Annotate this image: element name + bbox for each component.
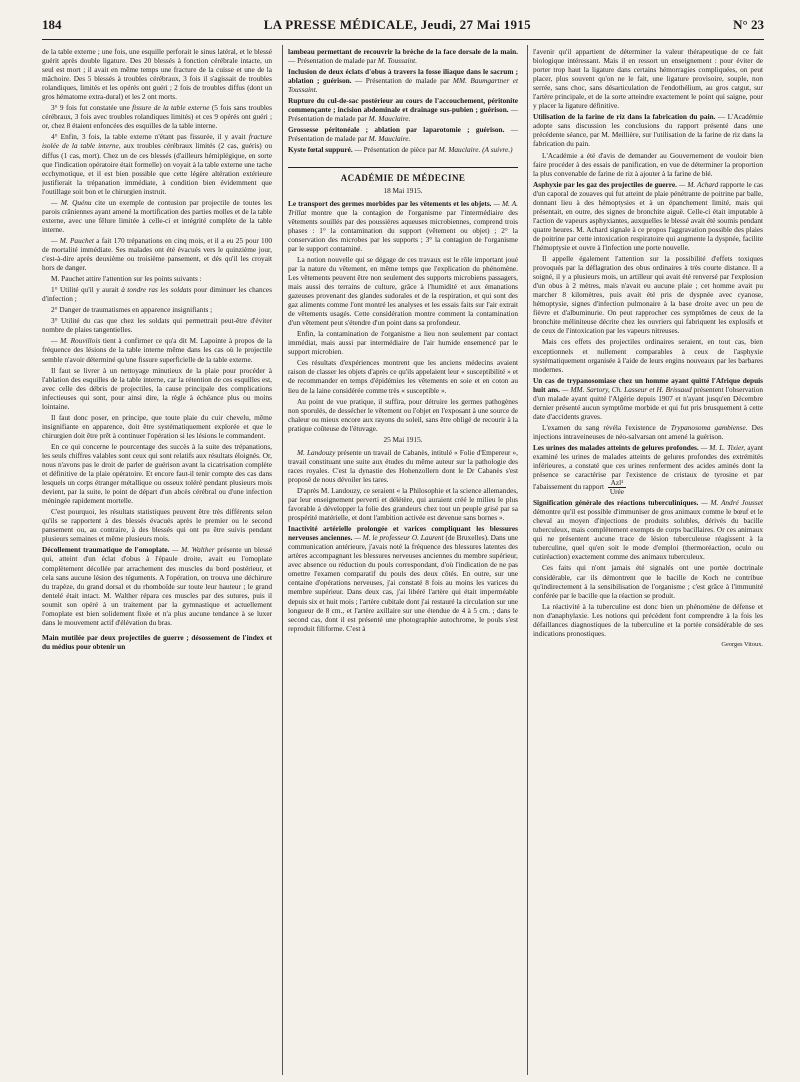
session-date: 18 Mai 1915. [383,185,423,195]
paragraph [288,96,518,123]
paragraph [533,443,763,496]
paragraph: La notion nouvelle qui se dégage de ces travaux est le rôle important joué par la nature du vêtement, en même temps que l'explication du phénomène. Les vêtements peuvent être non seulement des supports microbiens passagers, mais aussi des terrains de culture, grâce à l'humidité et aux émanations gazeuses provenant des glandes sudorales et de la respiration, et qui sont des gaz aliments comme l'ont montré les analyses et les essais faits sur l'air extrait de vêtements usagés. Cette considération montre comment la contamination d'un vêtement peut s'étendre d'un point dans sa profondeur. [288,254,518,328]
speaker-name: M. Mauclaire. [438,145,481,155]
paragraph [288,145,518,154]
section-heading: ACADÉMIE DE MÉDECINE [288,167,518,184]
speaker-name: M. Mauclaire. [368,134,411,144]
speaker-name: — M. Achard [678,179,719,189]
paragraph: de la table externe ; une fois, une esquille perforait le sinus latéral, et le blessé guérit après double ligature. Des 20 blessés à fonction cérébrale intacte, un seul est mort ; il avait en même temps une fracture de la cuisse et une de la mâchoire. Des 5 blessés à troubles cérébraux, 3 fois il s'agissait de troubles rolandiques, limités et les opérés ont guéri ; 2 fois de troubles diffus (dont un gros hématome extra-dural) et les 2 ont morts. [42,47,272,102]
speaker-name: M. Landouzy [297,447,336,457]
column-divider [282,45,283,1075]
paragraph: Il faut donc poser, en principe, que toute plaie du cuir chevelu, même insignifiante en apparence, doit être systématiquement explorée et que le chirurgien doit être prêt à continuer l'opération si les lésions le commandent. [42,412,272,440]
speaker-name: M. Mauclaire. [368,114,411,124]
paragraph [533,498,763,561]
article-heading: Un cas de trypanosomiase chez un homme ayant quitté l'Afrique depuis huit ans. [533,375,763,394]
paragraph [533,376,763,421]
speaker-name: — M. Rouvillois [51,336,101,346]
to-be-continued: (A suivre.) [482,145,513,155]
speaker-name: — M. le professeur O. Laurent [354,533,444,543]
ratio-fraction [608,479,626,496]
text: cite un exemple de contusion par projectile de toutes les parois crâniennes ayant amené la mortification des parties molles et de la table externe, avec une fêlure limitée à celle-ci et intégrité complète de la table interne. [42,197,272,234]
paragraph: C'est pourquoi, les résultats statistiques peuvent être très différents selon qu'ils se rapportent à des blessés évacués après le premier ou le second pansement ou, au contraire, à des blessés qui ont pu être suivis pendant plusieurs semaines et même plusieurs mois. [42,507,272,544]
text: 4° Enfin, 3 fois, la table externe n'étant pas fissurée, il y avait [51,132,246,142]
article-heading: Inactivité artérielle prolongée et varices compliquant les blessures nerveuses anciennes. [288,524,518,543]
text: — L'Académie adopte sans discussion les conclusions du rapport présenté dans une précédente séance, par M. Meillière, sur l'utilisation de la farine de riz dans la fabrication du pain. [533,112,763,149]
speaker-name: — MM. Sartory, Ch. Lasseur et H. Brissaud [561,384,692,394]
article-heading: lambeau permettant de recouvrir la brèche de la face dorsale de la main. [288,47,518,56]
paragraph [533,112,763,148]
article-heading: Main mutilée par deux projectiles de guerre ; désossement de l'index et du médius pour obtenir un [42,632,272,651]
column-left [42,47,272,1077]
text-italic: fissure de la table externe [132,103,210,113]
speaker-name: M. Toussaint. [377,56,418,66]
article-heading: Signification générale des réactions tuberculiniques. [533,498,699,508]
paragraph [533,180,763,252]
page-header [42,17,764,38]
paragraph [42,198,272,234]
text: rapporte le cas d'un caporal de zouaves qui fut atteint de plaie pénétrante de poitrine par balle, donnant lieu à des hémoptysies et à un épanchement limité, mais qui présentait, en outre, des signes de bronchite aiguë. Celle-ci était imputable à l'action de vapeurs asphyxiantes, auxquelles le blessé avait été soumis pendant quatre heures. M. Achard signale à ce propos l'aggravation possible des plaies de poitrine par cette intoxication respiratoire qui augmente la dyspnée, facilite l'hémoptysie et ouvre à l'infection une porte nouvelle. [533,179,763,252]
paragraph [42,103,272,130]
paragraph [288,524,518,633]
text: pour diminuer les chances d'infection ; [42,285,272,304]
paragraph [42,285,272,303]
text: — Présentation de malade par [288,105,518,124]
text: Des injections intraveineuses de néo-salvarsan ont amené la guérison. [533,422,763,441]
paragraph: Au point de vue pratique, il suffira, pour détruire les germes pathogènes non sporulés, de dessécher le vêtement ou l'objet en l'exposant à une source de chaleur ou mieux encore aux rayons du soleil, sans être obligé de recourir à la pratique coûteuse de l'étuvage. [288,396,518,433]
column-right [533,47,763,1077]
text-italic: fracture isolée de la table interne [42,132,272,151]
text: tient à confirmer ce qu'a dit M. Lapointe à propos de la fréquence des lésions de la table interne même dans les cas où le projectile semble n'avoir déterminé qu'une fissure superficielle de la table externe. [42,336,272,364]
speaker-name: — M. L. Tixier, [700,442,746,452]
text: (de Bruxelles). Dans une communication antérieure, j'avais noté la fréquence des blessures latentes des artères accompagnant les blessures nerveuses anciennes du membre supérieur, avec absence ou réduction du pouls correspondant, d'où l'indication de ne pas omettre l'examen comparatif du pouls des deux côtés. En outre, sur une centaine d'opérations nerveuses, j'ai constaté 8 fois au moins les varices du membre supérieur. Dans deux cas, j'ai libéré l'artère qui était imperméable depuis six et huit mois ; l'artère cubitale dont j'ai restauré la circulation sur une longueur de 8 cm., et l'artère axillaire sur une étendue de 4 à 5 cm. ; dans le second cas, dont il est présenté une photographie autochrome, le pouls s'est reproduit filiforme. C'est à [288,533,518,633]
issue-number: N° 23 [733,17,764,32]
paragraph [288,199,518,253]
author-signature: Georges Vitoux. [721,640,763,648]
paragraph: Ces résultats d'expériences montrent que les anciens médecins avaient raison de classer les objets d'après ce qu'ils appelaient leur « susceptibilité » et de recommander en temps d'épidémies les vêtements en soie et en coton au lieu de la laine considérée comme très « susceptible ». [288,358,518,395]
speaker-name: — M. Pauchet [51,235,94,245]
paragraph: En ce qui concerne le pourcentage des succès à la suite des trépanations, les seuls chiffres valables sont ceux qui sont relatifs aux résultats éloignés. Or, nous n'avons pas le droit de parler de guérison avant la cicatrisation complète et définitive de la plaie opératoire. Et encore faut-il tenir compte des cas dans lesquels un corps étranger métallique ou osseux toléré pendant plusieurs mois devient, par la suite, le point de départ d'un abcès cérébral ou d'une infection méningée rapidement mortelle. [42,441,272,506]
text: 3° 9 fois fut constatée une [51,103,130,113]
paragraph [288,448,518,484]
text: 1° Utilité qu'il y aurait [51,285,119,295]
paragraph [288,67,518,94]
paragraph [533,423,763,441]
page-number: 184 [42,17,62,32]
column-middle [288,47,518,1077]
text: , aux troubles cérébraux limités (2 cas, guéris) ou diffus (1 cas, mort). Chez un de ces blessés (d'ailleurs hémiplégique, en sorte que l'indication opératoire était formelle) on voyait à la table externe une tache ecchymotique, et il est bien possible que cette légère altération extérieure justifierait la trépanation immédiate, à condition bien évidemment que l'outillage soit bon et le chirurgien instruit. [42,141,272,196]
text: — Présentation de malade par [288,125,518,144]
header-rule [42,39,764,40]
text: présente un blessé qui, atteint d'un éclat d'obus à l'épaule droite, avait eu l'omoplate complètement décollée par arrachement des muscles du bord postérieur, et cela sans aucune lésion des téguments. A l'opération, on trouva une déchirure du trapèze, du grand dorsal et du rhomboïde sur toute leur hauteur ; le grand dentelé était intact. M. Walther répara ces muscles par des sutures, puis il soumit son opéré à un traitement par la gymnastique et actuellement l'omoplate est bien solidement fixée et n'a plus aucune tendance à se luxer dans le mouvement actif d'élévation du bras. [42,545,272,627]
article-heading: Kyste fœtal suppuré. [288,145,353,155]
paragraph: L'Académie a été d'avis de demander au Gouvernement de vouloir bien faire procéder à des essais de panification, en vue de déterminer la proportion la plus convenable de farine de riz à ajouter à la farine de blé. [533,150,763,178]
paragraph: 3° Utilité du cas que chez les soldats qui permettrait peut-être d'éviter nombre de plaies tangentielles. [42,316,272,335]
paragraph [42,132,272,195]
paragraph [42,336,272,363]
article-heading: Asphyxie par les gaz des projectiles de guerre. [533,179,677,189]
article-heading: Les urines des malades atteints de gelures profondes. [533,442,699,452]
text: ayant examiné les urines de malades atteints de gelures profondes des extrémités inférieures, a constaté que ces urines renferment des acides aminés dont la présence se caractérise par l'existence de cristaux de tyrosine et par l'abaissement du rapport [533,442,763,492]
paragraph: La réactivité à la tuberculine est donc bien un phénomène de défense et non d'anaphylaxie. Les notions qui précèdent font comprendre à la fois les défaillances diagnostiques de la tuberculine et la portée considérable de ses indications pronostiques. [533,601,763,638]
speaker-name: — M. A. Trillat [288,198,518,217]
text: a fait 170 trépanations en cinq mois, et il a eu 25 pour 100 de mortalité immédiate. Ses malades ont été évacués vers le quinzième jour, c'est-à-dire après deuxième ou troisième pansement, et dès qu'il les croyait hors de danger. [42,235,272,273]
fraction-denominator: Urée [609,487,625,497]
paragraph [288,125,518,143]
article-heading: Le transport des germes morbides par les vêtements et les objets. [288,198,492,208]
column-divider [527,45,528,1075]
speaker-name: — M. André Jousset [701,498,763,508]
speaker-name: MM. Baumgartner et Toussaint. [288,76,518,95]
text: — Présentation de malade par [354,76,450,86]
paragraph: Il appelle également l'attention sur la possibilité d'effets toxiques provoqués par la déflagration des obus ordinaires à très courte distance. Il a soigné, il y a plusieurs mois, un artilleur qui avait été renversé par l'explosion d'un obus à 2 mètres, mais n'avait eu aucune plaie ; cet homme avait pu marcher 8 kilomètres, puis avait été pris de dyspnée avec cyanose, hémoptysie, signes d'infection pulmonaire à la base droite avec un peu de fièvre et d'albuminurie. On peut rapprocher ces symptômes de ceux de la bronchite méliniteuse décrite chez les ouvriers qui fabriquent les explosifs et de ceux de l'intoxication par les vapeurs nitreuses. [533,254,763,336]
text-italic: à tondre ras les soldats [121,285,192,295]
speaker-name: — M. Walther [172,545,215,555]
fraction-numerator: Azl¹ [608,479,626,488]
paragraph [42,545,272,626]
paragraph: M. Pauchet attire l'attention sur les points suivants : [51,274,202,284]
session-date: 25 Mai 1915. [383,434,423,444]
paragraph: Il faut se livrer à un nettoyage minutieux de la plaie pour procéder à l'ablation des esquilles de la table interne, car la rétention de ces esquilles est, avec celle des débris de projectiles, la cause principale des complications infectieuses qui sont, pour ainsi dire, la règle à échéance plus ou moins lointaine. [42,365,272,411]
text: montre que la contagion de l'organisme par l'intermédiaire des vêtements souillés par des poussières aqueuses microbiennes, comprend trois phases : 1° la contamination du support (vêtement ou objet) ; 2° la conservation des microbes par les supports ; 3° la contagion de l'organisme par le support contaminé. [288,207,518,253]
article-heading: Utilisation de la farine de riz dans la fabrication du pain. [533,112,716,122]
text: — Présentation de pièce par [354,145,437,155]
text: démontre qu'il est possible d'immuniser de gros animaux comme le bœuf et le cheval au moyen d'injections de produits solubles, dérivés du bacille tuberculeux, mais complètement exempts de corps bacillaires. Or ces animaux qui ne présentent aucune trace de lésion tuberculeuse réagissent à la tuberculine, quel qu'en soit le mode d'emploi (thermoréaction, oculo ou cutiréaction) exactement comme des animaux tuberculeux. [533,507,763,562]
speaker-name: — M. Quénu [51,197,92,207]
paragraph: Enfin, la contamination de l'organisme a lieu non seulement par contact immédiat, mais aussi par intermédiaire de l'air humide ensemencé par le support microbien. [288,329,518,357]
article-heading: Rupture du cul-de-sac postérieur au cours de l'accouchement, péritonite commençante ; incision abdominale et drainage sus-pubien ; guérison. [288,96,518,115]
paragraph: 2° Danger de traumatismes en apparence insignifiants ; [51,305,213,315]
publication-title: LA PRESSE MÉDICALE, Jeudi, 27 Mai 1915 [263,17,531,32]
text: (5 fois sans troubles cérébraux, 3 fois avec troubles rolandiques limités) et ces 9 opérés ont guéri ; or, chez 8 étaient enfoncées des esquilles de la table interne. [42,103,272,131]
paragraph: Mais ces effets des projectiles ordinaires seraient, en tout cas, bien exceptionnels et nullement comparables à ceux de l'asphyxie systématiquement organisée à l'aide de leurs engins nouveaux par les barbares modernes. [533,337,763,374]
paragraph [288,47,518,65]
article-heading: Décollement traumatique de l'omoplate. [42,545,170,555]
paragraph [42,236,272,272]
text: — Présentation de malade par [288,56,376,66]
article-heading: Inclusion de deux éclats d'obus à travers la fosse iliaque dans le sacrum ; ablation ; guérison. [288,67,518,86]
paragraph: D'après M. Landouzy, ce seraient « la Philosophie et la science allemandes, par leur enseignement perverti et délétère, qui auraient créé le milieu le plus favorable à développer la folie des grandeurs chez tout un peuple grisé par sa prospérité matérielle, et dont l'ambition activée est devenue sans bornes ». [288,485,518,523]
text: présente un travail de Cabanès, intitulé « Folie d'Empereur », travail constituant une suite aux études du même auteur sur la pathologie des races royales. C'est la dynastie des Hohenzollern dont le Dr Cabanès s'est proposé de nous dévoiler les tares. [288,447,518,484]
text: L'examen du sang révéla l'existence de [542,422,667,432]
text-italic: Trypanosoma gambiense. [670,422,748,432]
paragraph: l'avenir qu'il appartient de déterminer la valeur thérapeutique de ce fait biologique intéressant. Mais il en ressort un enseignement : pour éviter de porter trop haut la ligature dans certains hémorragies compliquées, on peut placer, plus souvent qu'on ne le fait, une ligature provisoire, souple, non serrée, sans choc, sans désarticulation de l'endothélium, au gros catgut, sur l'artère principale, et de la sorte atteindre exactement le point qui saigne, pour y placer la ligature définitive. [533,47,763,111]
article-heading: Grossesse péritonéale ; ablation par laparotomie ; guérison. [288,125,505,135]
paragraph: Ces faits qui n'ont jamais été signalés ont une portée doctrinale considérable, car ils démontrent que le bacille de Koch ne contribue qu'indirectement à la sensibilisation de l'organisme ; c'est grâce à l'immunité conférée par le bacille que la réaction se produit. [533,563,763,600]
text: présentent l'observation d'un malade ayant quitté l'Algérie depuis 1907 et n'ayant jusqu'en Décembre dernier présenté aucun symptôme morbide et qui fut pris brusquement à cette date d'accidents graves. [533,384,763,421]
